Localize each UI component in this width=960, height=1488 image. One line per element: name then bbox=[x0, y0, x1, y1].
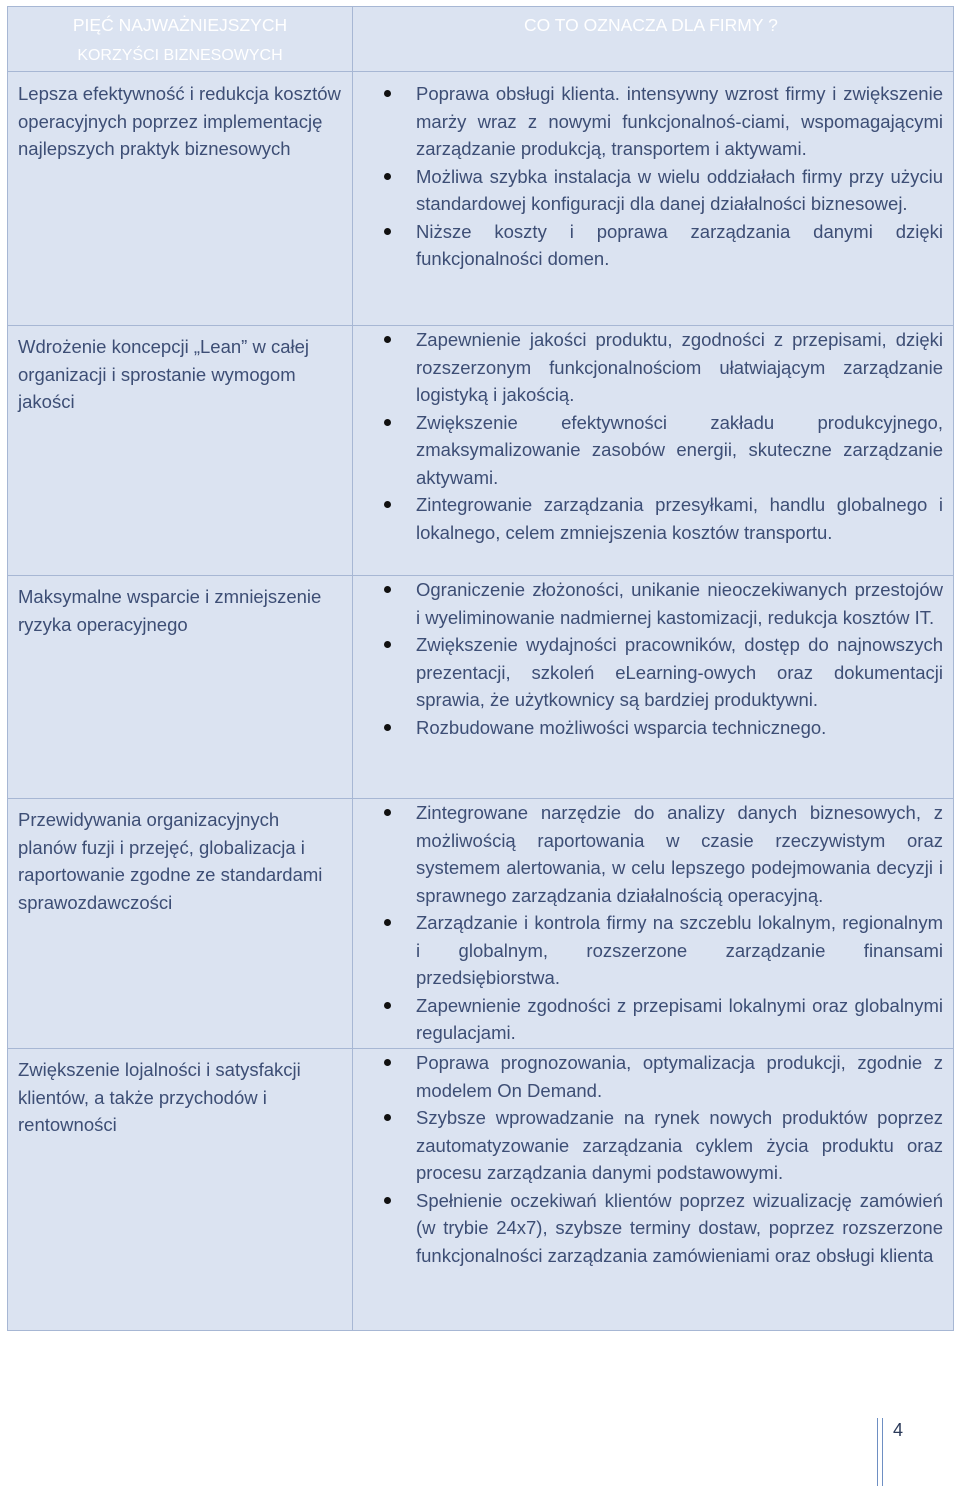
list-item: Spełnienie oczekiwań klientów poprzez wizualizację zamówień (w trybie 24x7), szybsze terminy dostaw, poprzez rozszerzone funkcjonalności zarządzania zamówieniami oraz obsługi klienta bbox=[353, 1187, 953, 1270]
benefits-table bbox=[7, 6, 954, 1331]
points-list bbox=[353, 576, 953, 741]
list-item: Poprawa prognozowania, optymalizacja produkcji, zgodnie z modelem On Demand. bbox=[353, 1049, 953, 1104]
header-right bbox=[353, 7, 954, 72]
benefit-text: Zwiększenie lojalności i satysfakcji klientów, a także przychodów i rentowności bbox=[18, 1059, 301, 1135]
header-left bbox=[8, 7, 353, 72]
points-list bbox=[353, 80, 953, 273]
table-row bbox=[8, 326, 954, 576]
list-item: Poprawa obsługi klienta. intensywny wzrost firmy i zwiększenie marży wraz z nowymi funkcjonalnoś-ciami, wspomagającymi zarządzanie produkcją, transportem i aktywami. bbox=[353, 80, 953, 163]
table-row bbox=[8, 799, 954, 1049]
list-item: Zintegrowane narzędzie do analizy danych biznesowych, z możliwością raportowania w czasie rzeczywistym oraz systemem alertowania, w celu lepszego podejmowania decyzji i sprawnego zarządzania działalnością operacyjną. bbox=[353, 799, 953, 909]
points-list bbox=[353, 799, 953, 1047]
list-item: Możliwa szybka instalacja w wielu oddziałach firmy przy użyciu standardowej konfiguracji dla danej działalności biznesowej. bbox=[353, 163, 953, 218]
benefit-text: Maksymalne wsparcie i zmniejszenie ryzyka operacyjnego bbox=[18, 586, 322, 635]
list-item: Niższe koszty i poprawa zarządzania danymi dzięki funkcjonalności domen. bbox=[353, 218, 953, 273]
points-list bbox=[353, 326, 953, 546]
benefit-text: Wdrożenie koncepcji „Lean” w całej organizacji i sprostanie wymogom jakości bbox=[18, 336, 309, 412]
table-row bbox=[8, 1049, 954, 1331]
list-item: Zwiększenie wydajności pracowników, dostęp do najnowszych prezentacji, szkoleń eLearning-owych oraz dokumentacji sprawia, że użytkownicy są bardziej produktywni. bbox=[353, 631, 953, 714]
list-item: Zintegrowanie zarządzania przesyłkami, handlu globalnego i lokalnego, celem zmniejszenia kosztów transportu. bbox=[353, 491, 953, 546]
header-row bbox=[8, 7, 954, 72]
header-left-line1: PIĘĆ NAJWAŻNIEJSZYCH bbox=[72, 15, 288, 35]
footer-divider bbox=[877, 1418, 883, 1486]
header-left-line2: KORZYŚCI BIZNESOWYCH bbox=[77, 47, 283, 64]
table-row bbox=[8, 576, 954, 799]
page-number: 4 bbox=[893, 1420, 904, 1440]
list-item: Szybsze wprowadzanie na rynek nowych produktów poprzez zautomatyzowanie zarządzania cyklem życia produktu oraz procesu zarządzania danymi podstawowymi. bbox=[353, 1104, 953, 1187]
list-item: Rozbudowane możliwości wsparcia technicznego. bbox=[353, 714, 953, 742]
list-item: Ograniczenie złożoności, unikanie nieoczekiwanych przestojów i wyeliminowanie nadmiernej kastomizacji, redukcja kosztów IT. bbox=[353, 576, 953, 631]
table-row bbox=[8, 72, 954, 326]
benefit-text: Lepsza efektywność i redukcja kosztów operacyjnych poprzez implementację najlepszych praktyk biznesowych bbox=[18, 83, 341, 159]
list-item: Zarządzanie i kontrola firmy na szczeblu lokalnym, regionalnym i globalnym, rozszerzone zarządzanie finansami przedsiębiorstwa. bbox=[353, 909, 953, 992]
benefit-text: Przewidywania organizacyjnych planów fuzji i przejęć, globalizacja i raportowanie zgodne ze standardami sprawozdawczości bbox=[18, 809, 323, 913]
list-item: Zwiększenie efektywności zakładu produkcyjnego, zmaksymalizowanie zasobów energii, skuteczne zarządzanie aktywami. bbox=[353, 409, 953, 492]
list-item: Zapewnienie zgodności z przepisami lokalnymi oraz globalnymi regulacjami. bbox=[353, 992, 953, 1047]
points-list bbox=[353, 1049, 953, 1269]
header-right-text: CO TO OZNACZA DLA FIRMY ? bbox=[524, 15, 778, 35]
list-item: Zapewnienie jakości produktu, zgodności z przepisami, dzięki rozszerzonym funkcjonalnościom ułatwiającym zarządzanie logistyką i jakością. bbox=[353, 326, 953, 409]
